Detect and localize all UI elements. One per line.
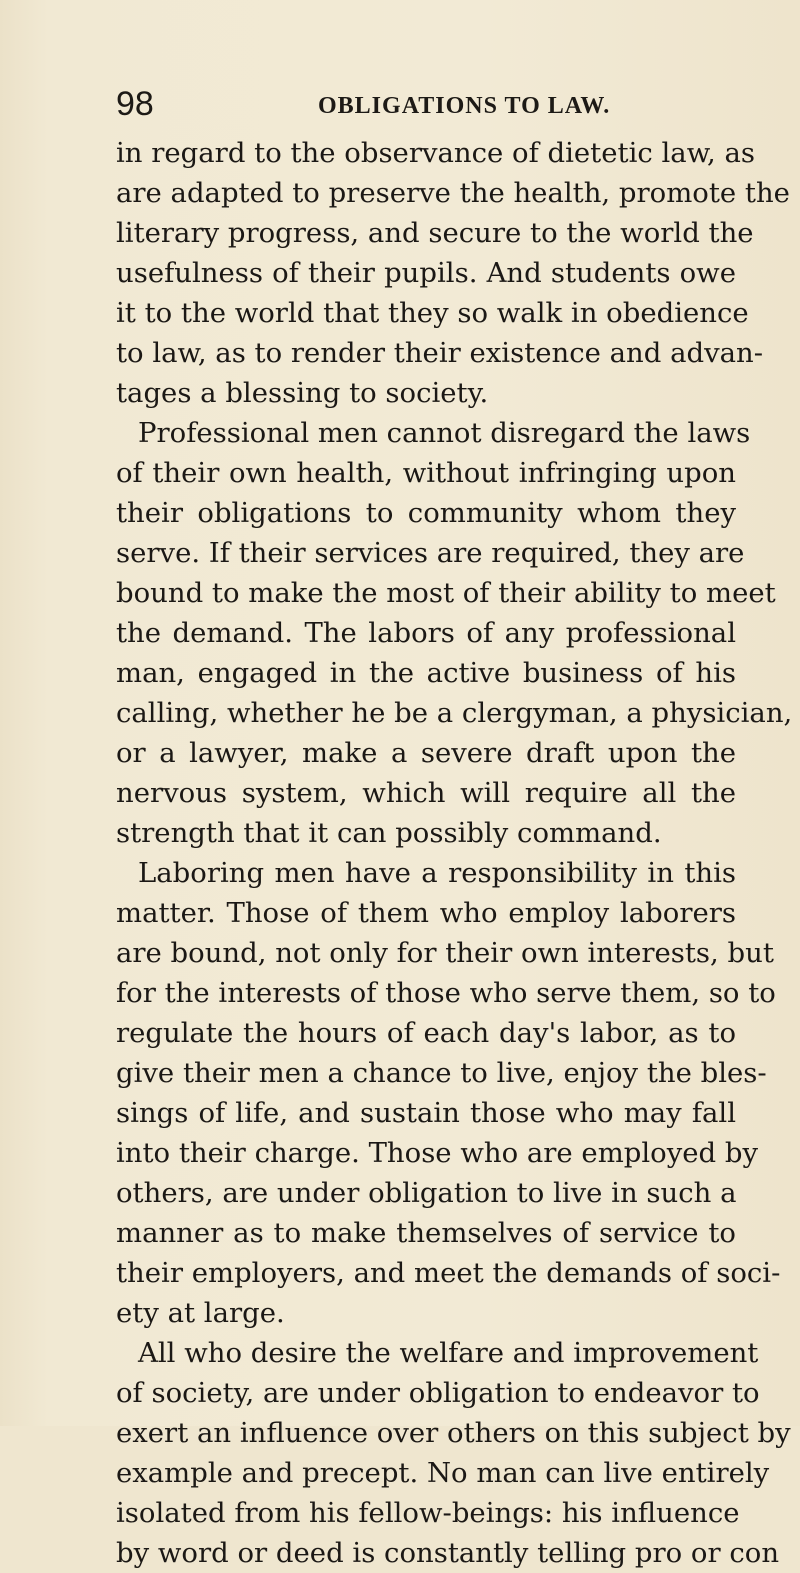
text-line: nervous system, which will require all the bbox=[116, 777, 736, 809]
text-line: in regard to the observance of dietetic law, as bbox=[116, 137, 755, 169]
paragraph-start-line: Laboring men have a responsibility in this bbox=[138, 857, 736, 889]
page-header bbox=[116, 84, 736, 124]
text-line: into their charge. Those who are employed by bbox=[116, 1137, 759, 1169]
text-line: are adapted to preserve the health, promote the bbox=[116, 177, 790, 209]
text-line: man, engaged in the active business of his bbox=[116, 657, 736, 689]
paragraph-start-line: Professional men cannot disregard the laws bbox=[138, 417, 751, 449]
page-number: 98 bbox=[116, 85, 154, 123]
text-line: calling, whether he be a clergyman, a physician, bbox=[116, 697, 793, 729]
text-line: or a lawyer, make a severe draft upon the bbox=[116, 737, 736, 769]
text-line: exert an influence over others on this subject by bbox=[116, 1417, 791, 1449]
text-line: tages a blessing to society. bbox=[116, 377, 489, 409]
text-line: it to the world that they so walk in obedience bbox=[116, 297, 749, 329]
text-line: usefulness of their pupils. And students owe bbox=[116, 257, 736, 289]
text-line: example and precept. No man can live entirely bbox=[116, 1457, 770, 1489]
text-line: to law, as to render their existence and advan- bbox=[116, 337, 764, 369]
text-line: of society, are under obligation to endeavor to bbox=[116, 1377, 760, 1409]
text-line: isolated from his fellow-beings: his influence bbox=[116, 1497, 740, 1529]
text-line: are bound, not only for their own interests, but bbox=[116, 937, 774, 969]
text-line: regulate the hours of each day's labor, as to bbox=[116, 1017, 736, 1049]
text-line: the demand. The labors of any professional bbox=[116, 617, 736, 649]
running-head: OBLIGATIONS TO LAW. bbox=[318, 93, 611, 119]
body-text bbox=[116, 133, 793, 1573]
text-line: matter. Those of them who employ laborers bbox=[116, 897, 736, 929]
text-line: their employers, and meet the demands of soci- bbox=[116, 1257, 781, 1289]
text-line: serve. If their services are required, they are bbox=[116, 537, 745, 569]
text-line: their obligations to community whom they bbox=[116, 497, 736, 529]
paragraph-start-line: All who desire the welfare and improvement bbox=[138, 1337, 759, 1369]
text-line: others, are under obligation to live in such a bbox=[116, 1177, 737, 1209]
text-line: of their own health, without infringing upon bbox=[116, 457, 736, 489]
text-line: for the interests of those who serve them, so to bbox=[116, 977, 776, 1009]
text-line: ety at large. bbox=[116, 1297, 285, 1329]
text-line: literary progress, and secure to the world the bbox=[116, 217, 754, 249]
text-line: sings of life, and sustain those who may fall bbox=[116, 1097, 736, 1129]
text-line: manner as to make themselves of service to bbox=[116, 1217, 736, 1249]
text-line: bound to make the most of their ability to meet bbox=[116, 577, 776, 609]
text-line: give their men a chance to live, enjoy the bles- bbox=[116, 1057, 767, 1089]
text-line: by word or deed is constantly telling pro or con bbox=[116, 1537, 780, 1569]
text-line: strength that it can possibly command. bbox=[116, 817, 662, 849]
